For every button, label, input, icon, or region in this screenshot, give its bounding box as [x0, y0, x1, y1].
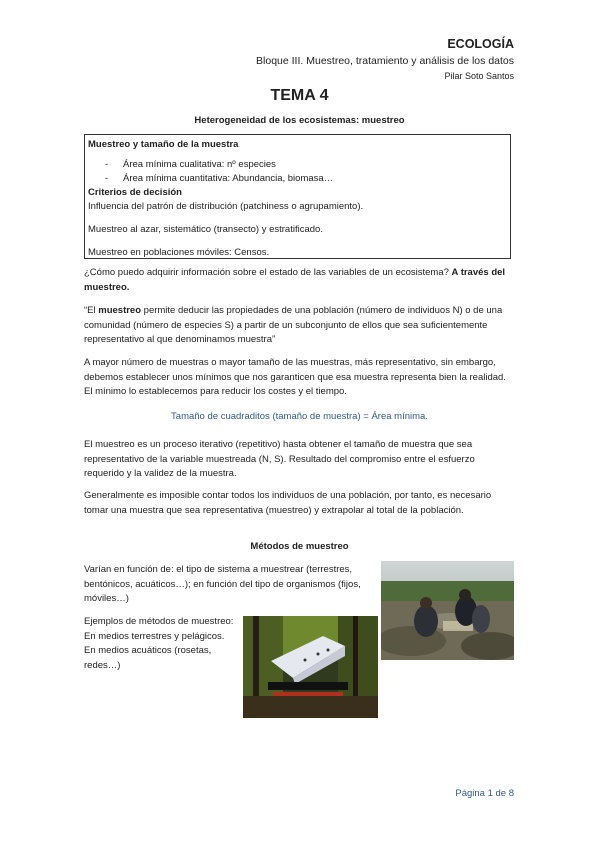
criteria-heading: Criterios de decisión — [88, 187, 182, 198]
definition-text: permite deducir las propiedades de una población (número de individuos N) o de una comunidad (número de especies S) a partir de un subconjunto de ellos que sea suficientemente representativo al que denominamos muestra” — [84, 305, 503, 345]
box-line: Muestreo en poblaciones móviles: Censos. — [88, 247, 270, 258]
question-paragraph — [84, 266, 516, 295]
field-sampling-photo — [381, 561, 514, 660]
methods-title: Métodos de muestreo — [250, 541, 349, 552]
definition-term: muestreo — [98, 305, 142, 316]
definition-open: “El — [84, 305, 99, 316]
paragraph: A mayor número de muestras o mayor tamaño de las muestras, más representativo, sin embargo, debemos establecer unos mínimos que nos garanticen que esa muestra representa bien la realidad. El mínimo lo establecemos para reducir los costes y el tiempo. — [84, 357, 506, 397]
forest-trap-photo — [243, 616, 378, 718]
author-name: Pilar Soto Santos — [444, 71, 514, 81]
page-title: TEMA 4 — [270, 87, 329, 104]
course-title: ECOLOGÍA — [447, 37, 514, 51]
box-line: Muestreo al azar, sistemático (transecto) y estratificado. — [88, 224, 323, 235]
block-subtitle: Bloque III. Muestreo, tratamiento y análisis de los datos — [256, 55, 514, 67]
question-answer: A través del muestreo. — [84, 267, 506, 293]
paragraph: El muestreo es un proceso iterativo (repetitivo) hasta obtener el tamaño de muestra que sea representativo de la variable muestreada (N, S). Resultado del compromiso entre el esfuerzo requerido y la validez de la muestra. — [84, 439, 475, 479]
box-bullet: Área mínima cualitativa: nº especies — [123, 159, 276, 170]
bullet-marker: - — [105, 173, 109, 184]
box-heading: Muestreo y tamaño de la muestra — [88, 139, 239, 150]
paragraph: Ejemplos de métodos de muestreo: En medios terrestres y pelágicos. En medios acuáticos (rosetas, redes…) — [84, 616, 234, 671]
question-text: ¿Cómo puedo adquirir información sobre el estado de las variables de un ecosistema? — [84, 267, 452, 278]
paragraph: Generalmente es imposible contar todos los individuos de una población, por tanto, es necesario tomar una muestra que sea representativa (muestreo) y extrapolar al total de la población. — [84, 490, 492, 516]
paragraph: Varían en función de: el tipo de sistema a muestrear (terrestres, bentónicos, acuáticos…); en función del tipo de organismos (fijos, móviles…) — [84, 564, 361, 604]
section-title: Heterogeneidad de los ecosistemas: muestreo — [194, 115, 405, 126]
summary-box — [84, 134, 511, 259]
definition-paragraph — [84, 304, 516, 348]
highlight-line: Tamaño de cuadraditos (tamaño de muestra) = Área mínima. — [171, 411, 428, 422]
box-bullet: Área mínima cuantitativa: Abundancia, biomasa… — [123, 173, 334, 184]
page-number: Página 1 de 8 — [455, 788, 514, 799]
bullet-marker: - — [105, 159, 109, 170]
box-line: Influencia del patrón de distribución (patchiness o agrupamiento). — [88, 201, 364, 212]
